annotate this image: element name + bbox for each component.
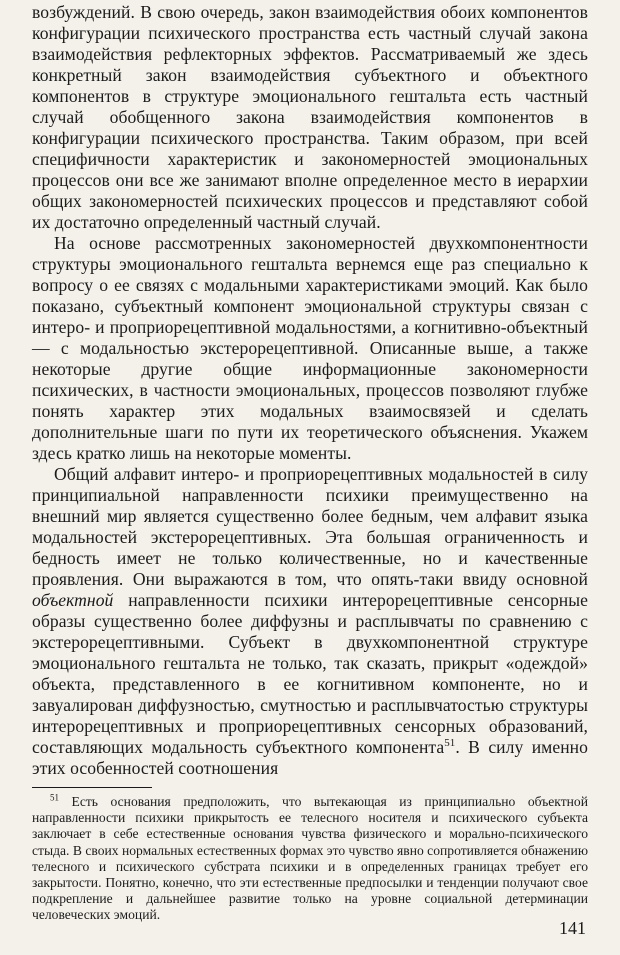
footnote-separator	[32, 787, 152, 788]
footnote-text: Есть основания предположить, что вытекающая из принципиально объектной направленности психики прикрытость ее телесного носителя и психического субъекта заключает в себе естественные основания чувства физического и морально-психического стыда. В своих нормальных естественных формах это чувство явно сопротивляется обнажению телесного и психического субстрата психики и в определенных границах требует его закрытости. Понятно, конечно, что эти естественные предпосылки и тенденции получают свое подкрепление и дальнейшее развитие только на уровне социальной детерминации человеческих эмоций.	[32, 794, 589, 923]
paragraph-1-text: возбуждений. В свою очередь, закон взаимодействия обоих компонентов конфигурации психического пространства есть частный случай закона взаимодействия рефлекторных эффектов. Рассматриваемый же здесь конкретный закон взаимодействия субъектного и объектного компонентов в структуре эмоционального гештальта есть частный случай обобщенного закона взаимодействия компонентов в конфигурации психического пространства. Таким образом, при всей специфичности характеристик и закономерностей эмоциональных процессов они все же занимают вполне определенное место в иерархии общих закономерностей психических процессов и представляют собой их достаточно определенный частный случай.	[32, 2, 588, 232]
paragraph-3-text-middle: направленности психики интерорецептивные сенсорные образы существенно более диффузны и расплывчаты по сравнению с экстерорецептивными. Субъект в двухкомпонентной структуре эмоционального гештальта не только, так сказать, прикрыт «одеждой» объекта, представленного в ее когнитивном компоненте, но и завуалирован диффузностью, смутностью и расплывчатостью структуры интерорецептивных и проприорецептивных сенсорных образований, составляющих модальность субъектного компонента	[32, 590, 588, 757]
paragraph-1	[32, 2, 588, 233]
paragraph-3	[32, 464, 588, 779]
footnote	[32, 794, 588, 924]
page-number: 141	[559, 918, 586, 938]
footnote-number: 51	[50, 792, 59, 803]
footnote-reference[interactable]: 51	[444, 737, 456, 750]
main-text	[32, 2, 588, 779]
emphasis-objective: объектной	[32, 590, 114, 610]
paragraph-2-text: На основе рассмотренных закономерностей двухкомпонентности структуры эмоционального гештальта вернемся еще раз специально к вопросу о ее связях с модальными характеристиками эмоций. Как было показано, субъектный компонент эмоциональной структуры связан с интеро- и проприорецептивной модальностями, а когнитивно-объектный — с модальностью экстерорецептивной. Описанные выше, а также некоторые другие общие информационные закономерности психических, в частности эмоциональных, процессов позволяют глубже понять характер этих модальных взаимосвязей и сделать дополнительные шаги по пути их теоретического объяснения. Укажем здесь кратко лишь на некоторые моменты.	[32, 233, 588, 463]
paragraph-3-text-end: . В силу именно этих особенностей соотношения	[32, 737, 588, 778]
paragraph-3-text-start: Общий алфавит интеро- и проприорецептивных модальностей в силу принципиальной направленности психики преимущественно на внешний мир является существенно более бедным, чем алфавит языка модальностей экстерорецептивных. Эта большая ограниченность и бедность имеет не только количественные, но и качественные проявления. Они выражаются в том, что опять-таки ввиду основной	[32, 464, 588, 589]
paragraph-2	[32, 233, 588, 464]
